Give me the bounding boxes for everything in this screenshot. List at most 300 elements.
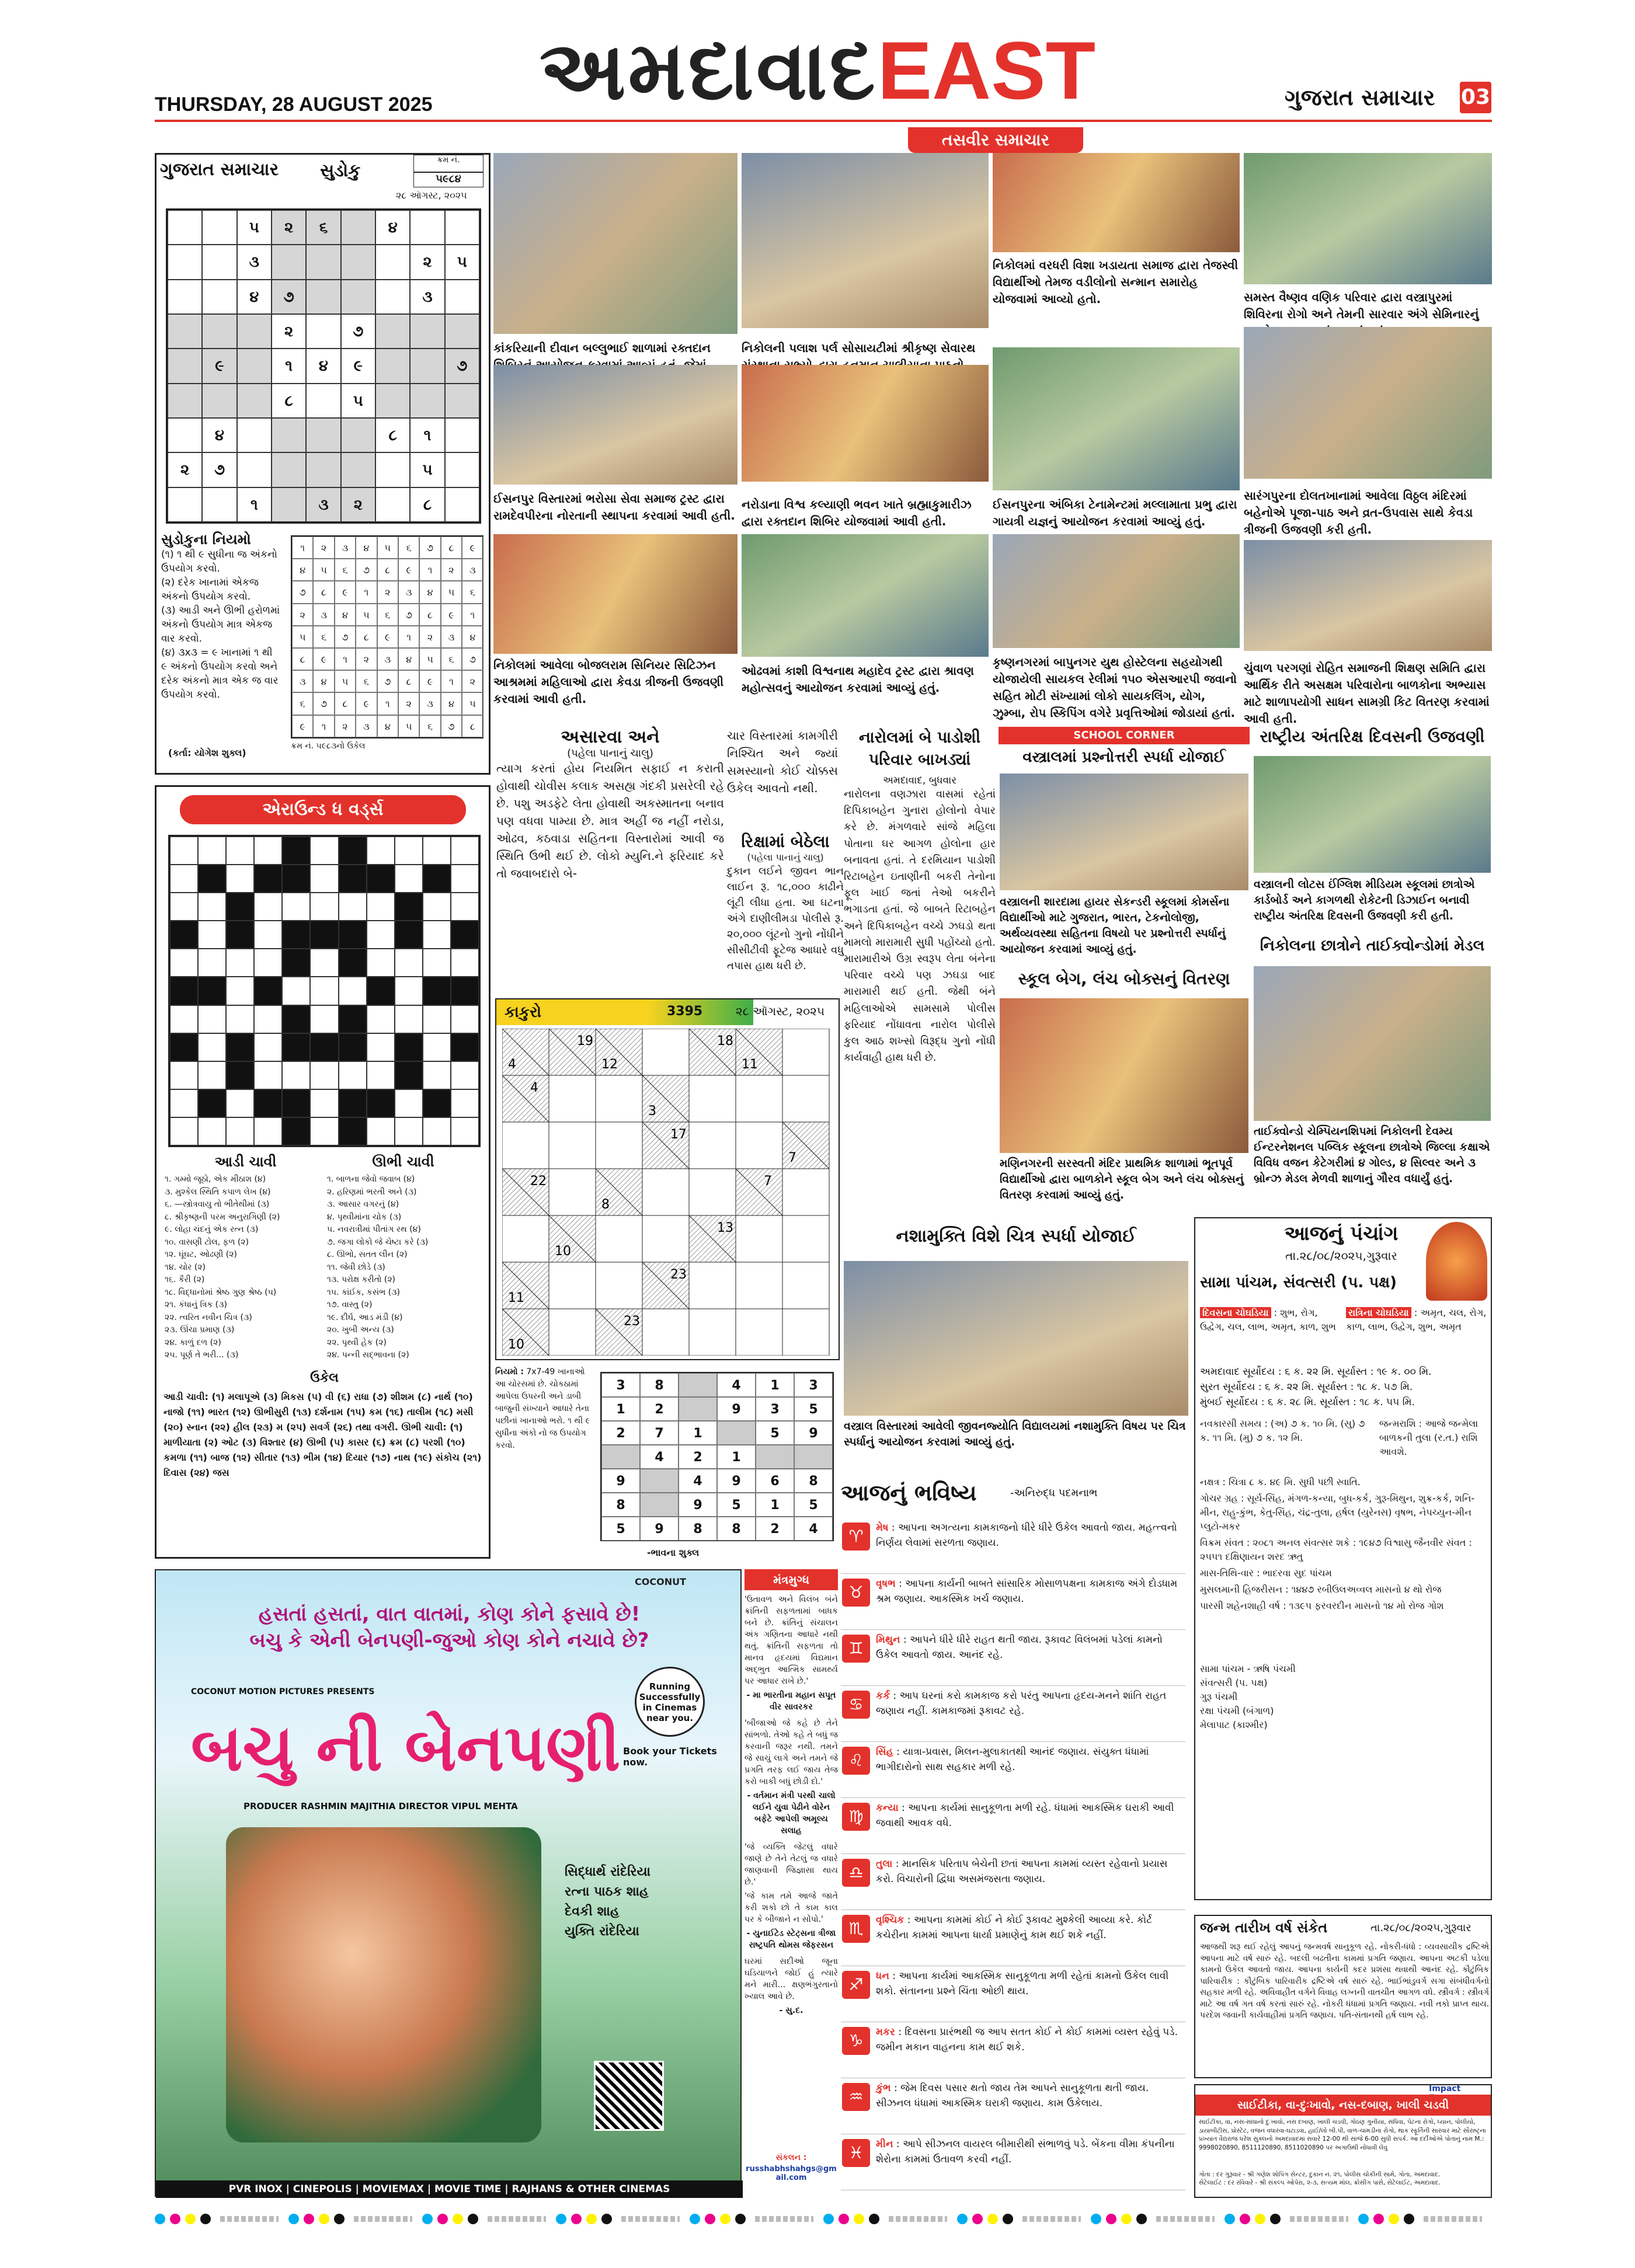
crossword-cell[interactable] — [310, 949, 338, 977]
kakuro-cell[interactable] — [782, 1215, 829, 1262]
crossword-cell — [282, 921, 310, 949]
sudoku-cell[interactable]: ૭ — [445, 349, 479, 383]
page-number: 03 — [1460, 82, 1491, 113]
sudoku-cell[interactable] — [306, 245, 340, 279]
navkarsi: નવકારસી સમય : (અ) ૭ ક. ૧૦ મિ. (સુ) ૭ ક. ૧૧ મિ. (મુ) ૭ ક. ૧૨ મિ. — [1200, 1418, 1365, 1443]
sudoku-cell[interactable] — [168, 210, 202, 245]
rashi-text: વૃષભ : આપના કાર્યની બાબતે સાંસારિક મોસાળપક્ષના કામકાજ અંગે દોડધામ શ્રમ જણાય. આકસ્મિક ખર્ચ જણાય. — [876, 1578, 1178, 1605]
sudoku-cell[interactable] — [445, 452, 479, 487]
sudoku-cell[interactable] — [410, 349, 444, 383]
sudoku-answer-cell: ૩ — [398, 581, 419, 603]
sudoku-cell[interactable]: ૩ — [306, 487, 340, 522]
crossword-cell[interactable] — [451, 949, 479, 977]
crossword-cell[interactable] — [310, 893, 338, 921]
crossword-down-clue: ૪. પૃથ્વીમાંના ચોક (૩) — [327, 1212, 402, 1222]
night-choghadiya: રાત્રિના ચોઘડિયા : અમૃત, ચલ, રોગ, કાળ, લાભ, ઉદ્વેગ, શુભ, અમૃત — [1346, 1307, 1487, 1332]
sudoku-answer-cell: ૧ — [377, 692, 398, 715]
rashi-row — [841, 2022, 1185, 2078]
registration-dot — [1224, 2214, 1235, 2224]
sudoku-answer-cell: ૮ — [462, 715, 483, 737]
sudoku-cell[interactable] — [375, 452, 410, 487]
sudoku-cell[interactable]: ૮ — [410, 487, 444, 522]
sudoku-cell[interactable]: ૭ — [341, 314, 375, 349]
sudoku-cell[interactable] — [237, 452, 272, 487]
registration-dot — [1373, 2214, 1384, 2224]
crossword-cell[interactable] — [170, 1005, 198, 1033]
news-photo — [742, 365, 989, 482]
news-photo — [993, 153, 1240, 252]
sudoku-cell[interactable] — [168, 280, 202, 314]
crossword-cell[interactable] — [310, 865, 338, 893]
sudoku-cell[interactable] — [168, 418, 202, 452]
crossword-cell[interactable] — [367, 837, 395, 865]
sudoku-cell[interactable]: ૭ — [272, 280, 306, 314]
crossword-cell[interactable] — [451, 1117, 479, 1145]
crossword-cell[interactable] — [423, 1061, 451, 1089]
sudoku-cell[interactable] — [410, 314, 444, 349]
sudoku-cell[interactable] — [445, 314, 479, 349]
kakuro-cell[interactable] — [736, 1122, 782, 1169]
crossword-cell[interactable] — [282, 977, 310, 1005]
sudoku-cell[interactable]: ૨ — [341, 487, 375, 522]
sun-times — [1200, 1364, 1489, 1410]
rashi-prediction: આપના કામમાં કોઈ ને કોઈ રૂકાવટ મુશ્કેલી આવ્યા કરે. કોર્ટ કચેરીના કામમાં આપના ધાર્યા પ્રમાણેનું કામ થઈ શકે નહીં. — [876, 1914, 1153, 1941]
crossword-cell[interactable] — [395, 949, 423, 977]
sudoku-cell[interactable] — [306, 314, 340, 349]
kakuro-clue: 10 — [508, 1337, 524, 1352]
crossword-cell[interactable] — [423, 837, 451, 865]
kakuro-cell[interactable] — [549, 1309, 596, 1356]
sudoku-cell[interactable] — [202, 384, 236, 418]
sudoku-cell[interactable]: ૮ — [272, 384, 306, 418]
sudoku-cell[interactable]: ૭ — [202, 452, 236, 487]
crossword-cell[interactable] — [198, 1005, 226, 1033]
rikshaw-text: દુકાન લઈને જીવન ભાન લાઈન રૂ. ૧૮,૦૦૦ કાઢીને લૂંટી લીધા હતા. આ ઘટના અંગે દાણીલીમડા પોલીસે રૂ. ૨૦,૦૦૦ લૂંટનો ગુનો નોંધીને સીસીટીવી ફૂટેજ આધારે વધુ તપાસ હાથ ધરી છે. — [727, 865, 844, 972]
kakuro-cell[interactable] — [642, 1215, 689, 1262]
kakuro-cell[interactable] — [642, 1309, 689, 1356]
sudoku-answer-cell: ૯ — [398, 559, 419, 581]
kakuro-cell[interactable] — [596, 1122, 642, 1169]
masthead-title-gujarati: અમદાવાદ — [539, 23, 878, 119]
qr-code[interactable] — [594, 2061, 664, 2131]
sudoku-cell[interactable] — [272, 487, 306, 522]
sudoku-cell[interactable] — [341, 452, 375, 487]
sudoku-cell[interactable]: ૩ — [410, 280, 444, 314]
panchang-event: રક્ષા પંચમી (બંગાળ) — [1200, 1705, 1274, 1716]
nasha-caption: વસ્ત્રાલ વિસ્તારમાં આવેલી જીવનજ્યોતિ વિદ્યાલયમાં નશામુક્તિ વિષય પર ચિત્ર સ્પર્ધાનું આયોજન કરવામાં આવ્યું હતું. — [844, 1420, 1186, 1448]
crossword-cell — [226, 921, 254, 949]
crossword-cell[interactable] — [395, 977, 423, 1005]
crossword-cell[interactable] — [339, 893, 367, 921]
crossword-cell[interactable] — [254, 921, 282, 949]
sudoku-answer-cell: ૨ — [313, 536, 334, 559]
kakuro-answer-cell — [640, 1469, 679, 1493]
photo-section-banner: તસવીર સમાચાર — [908, 127, 1083, 153]
crossword-across-clue: ૬. —સ્ત્રોત્રવાયુ તો ભીતેથીમાં (૩) — [165, 1200, 270, 1209]
crossword-cell[interactable] — [367, 893, 395, 921]
sudoku-cell[interactable] — [272, 418, 306, 452]
kakuro-cell[interactable] — [689, 1262, 736, 1309]
sudoku-cell[interactable]: ૪ — [306, 349, 340, 383]
kakuro-answer-cell: 2 — [640, 1397, 679, 1421]
kakuro-clue: 13 — [717, 1221, 733, 1235]
kakuro-answer-cell — [640, 1493, 679, 1517]
sudoku-cell[interactable]: ૨ — [272, 314, 306, 349]
registration-bar — [755, 2216, 813, 2222]
sudoku-grid[interactable] — [166, 208, 481, 524]
sudoku-cell[interactable] — [306, 384, 340, 418]
sudoku-title: સુડોકુ — [320, 161, 361, 181]
sudoku-cell[interactable]: ૫ — [237, 210, 272, 245]
sudoku-answer-cell: ૭ — [356, 559, 377, 581]
crossword-cell[interactable] — [310, 1089, 338, 1117]
rashi-row — [841, 1518, 1185, 1574]
kakuro-cell[interactable] — [736, 1075, 782, 1122]
birthday-text: આજથી શરૂ થઈ રહેલું આપનું જન્મવર્ષ સાનુકૂળ રહે. નોકરી-ધંધો : વ્યવસાયીક દ્રષ્ટિએ આપના માટે વર્ષ સારું રહે. બદલી બઢતીના કામમાં પ્રગતિ જણાય. આપના અટકી પડેલા કામનો ઉકેલ આવતો જાય. આપના કાર્યની કદર પ્રશંસા થવાથી આનંદ રહે. કૌટુંબિક પારિવારીક : કૌટુંબિક પારિવારીક દ્રષ્ટિએ વર્ષ સારું રહે. ભાઈભાંડુવર્ગ સગા સંબંધીવર્ગનો સહકાર મળી રહે. અવિવાહીત વર્ગને વિવાહ લગ્નની વાતચીત આગળ વધે. સ્ત્રીવર્ગ : સ્ત્રીવર્ગ માટે આ વર્ષ ગત વર્ષ કરતાં સારું રહે. નોકરી ધંધામાં પ્રગતિ જણાય. નવી તકો પ્રાપ્ત થાય. પરદેશ જવાની કાર્યવાહીમાં પ્રગતિ જણાય. પતિ-સંતાનથી હર્ષ લાભ રહે. — [1200, 1942, 1489, 2020]
rashi-prediction: આપના કાર્યમાં સાનુકૂળતા મળી રહે. ધંધામાં આકસ્મિક ઘરાકી આવી જવાથી આવક વધે. — [876, 1802, 1174, 1829]
crossword-cell[interactable] — [423, 1117, 451, 1145]
registration-bar — [621, 2216, 680, 2222]
crossword-cell[interactable] — [226, 949, 254, 977]
registration-dot — [1121, 2214, 1132, 2224]
kakuro-cell[interactable] — [689, 1169, 736, 1215]
crossword-cell — [423, 1089, 451, 1117]
sudoku-cell[interactable] — [445, 384, 479, 418]
kakuro-answer-cell: 8 — [601, 1493, 640, 1517]
crossword-across-clue: ૨૨. ત્વરિત નવીન ચિત્ર (૩) — [165, 1312, 252, 1322]
sudoku-cell[interactable] — [168, 349, 202, 383]
registration-dot — [453, 2214, 463, 2224]
sudoku-cell[interactable] — [237, 384, 272, 418]
registration-dot — [1255, 2214, 1265, 2224]
impact-feature: Impact — [1429, 2084, 1461, 2093]
kakuro-cell[interactable] — [689, 1122, 736, 1169]
crossword-cell — [282, 865, 310, 893]
sudoku-cell[interactable] — [445, 280, 479, 314]
crossword-cell[interactable] — [395, 1117, 423, 1145]
crossword-across-clue: ૨૧. કંધાનું ત્રિક (૩) — [165, 1300, 227, 1309]
crossword-cell[interactable] — [198, 893, 226, 921]
crossword-cell[interactable] — [310, 837, 338, 865]
sudoku-cell[interactable] — [306, 280, 340, 314]
sudoku-cell[interactable]: ૫ — [341, 384, 375, 418]
kakuro-answer-cell: 9 — [640, 1517, 679, 1541]
kakuro-cell[interactable] — [549, 1262, 596, 1309]
sudoku-cell[interactable] — [375, 314, 410, 349]
crossword-cell[interactable] — [254, 1061, 282, 1089]
crossword-cell — [339, 1117, 367, 1145]
crossword-cell[interactable] — [339, 977, 367, 1005]
sudoku-cell[interactable] — [341, 210, 375, 245]
kakuro-answer-cell: 5 — [794, 1397, 833, 1421]
crossword-cell[interactable] — [170, 837, 198, 865]
sudoku-cell[interactable] — [237, 314, 272, 349]
sudoku-cell[interactable] — [410, 210, 444, 245]
sudoku-cell[interactable]: ૧ — [237, 487, 272, 522]
crossword-cell[interactable] — [170, 865, 198, 893]
panchang-event: ગુરૂ પંચમી — [1200, 1691, 1238, 1702]
registration-dot — [437, 2214, 448, 2224]
crossword-cell[interactable] — [423, 893, 451, 921]
crossword-cell[interactable] — [367, 1033, 395, 1061]
sudoku-cell[interactable] — [168, 314, 202, 349]
crossword-cell[interactable] — [170, 1117, 198, 1145]
sudoku-cell[interactable]: ૪ — [237, 280, 272, 314]
crossword-cell[interactable] — [310, 1117, 338, 1145]
rashi-row — [841, 2134, 1185, 2190]
sudoku-cell[interactable] — [272, 245, 306, 279]
kakuro-cell[interactable] — [642, 1029, 689, 1075]
sudoku-cell[interactable] — [375, 384, 410, 418]
sudoku-cell[interactable] — [306, 452, 340, 487]
crossword-cell[interactable] — [423, 949, 451, 977]
kakuro-author: -ભાવના શુક્લ — [647, 1547, 700, 1558]
crossword-cell[interactable] — [254, 893, 282, 921]
crossword-cell[interactable] — [254, 1117, 282, 1145]
crossword-cell[interactable] — [170, 893, 198, 921]
crossword-cell[interactable] — [254, 837, 282, 865]
crossword-cell[interactable] — [367, 1117, 395, 1145]
sudoku-cell[interactable] — [168, 384, 202, 418]
panchang-events — [1200, 1662, 1489, 1732]
crossword-cell[interactable] — [310, 977, 338, 1005]
sudoku-cell[interactable] — [202, 210, 236, 245]
crossword-cell[interactable] — [423, 1005, 451, 1033]
sudoku-cell[interactable] — [445, 487, 479, 522]
sudoku-cell[interactable]: ૨ — [272, 210, 306, 245]
kakuro-cell[interactable] — [502, 1215, 549, 1262]
crossword-cell — [423, 977, 451, 1005]
sudoku-answer-cell: ૫ — [441, 581, 462, 603]
sudoku-cell[interactable]: ૧ — [272, 349, 306, 383]
kakuro-answer-cell: 8 — [717, 1517, 756, 1541]
crossword-cell[interactable] — [451, 1089, 479, 1117]
crossword-cell[interactable] — [310, 1061, 338, 1089]
news-caption: સારંગપુરના દોલતખાનામાં આવેલા વિઠ્ઠલ મંદિરમાં બહેનોએ પૂજા-પાઠ અને વ્રત-ઉપવાસ સાથે કેવડા ત્રીજની ઉજવણી કરી હતી. — [1244, 489, 1473, 536]
kakuro-cell[interactable] — [782, 1169, 829, 1215]
sudoku-cell[interactable]: ૮ — [375, 418, 410, 452]
crossword-cell[interactable] — [451, 893, 479, 921]
sudoku-answer-cell: ૯ — [377, 626, 398, 648]
kakuro-answer-cell: 5 — [756, 1421, 794, 1445]
crossword-cell[interactable] — [226, 977, 254, 1005]
kakuro-grid[interactable] — [502, 1029, 835, 1356]
panchang-date: તા.૨૮/૦૮/૨૦૨૫,ગુરૂવાર — [1285, 1249, 1397, 1263]
crossword-cell[interactable] — [395, 837, 423, 865]
crossword-cell[interactable] — [451, 865, 479, 893]
rashi-prediction: દિવસના પ્રારંભથી જ આપ સતત કોઈ ને કોઈ કામમાં વ્યસ્ત રહેવું પડે. જમીન મકાન વાહનના કામ થઈ શકે. — [876, 2026, 1178, 2053]
crossword-cell[interactable] — [451, 1061, 479, 1089]
sudoku-answer-cell: ૩ — [462, 559, 483, 581]
crossword-cell — [198, 1089, 226, 1117]
sudoku-cell[interactable] — [202, 245, 236, 279]
kakuro-cell[interactable] — [782, 1309, 829, 1356]
crossword-cell[interactable] — [367, 1005, 395, 1033]
rashi-row — [841, 2078, 1185, 2134]
crossword-down-clue: ૧૭. વાસ્તુ (૨) — [327, 1300, 373, 1309]
crossword-cell — [170, 921, 198, 949]
sudoku-author: (કર્તા: યોગેશ શુક્લ) — [168, 747, 246, 758]
crossword-cell[interactable] — [170, 1089, 198, 1117]
sudoku-cell[interactable] — [375, 487, 410, 522]
sudoku-cell[interactable]: ૨ — [410, 245, 444, 279]
crossword-cell[interactable] — [339, 1061, 367, 1089]
sudoku-answer-cell: ૨ — [419, 626, 440, 648]
kakuro-cell[interactable] — [689, 1309, 736, 1356]
crossword-cell[interactable] — [282, 1061, 310, 1089]
kakuro-answer-cell: 6 — [756, 1469, 794, 1493]
crossword-cell[interactable] — [198, 1117, 226, 1145]
sudoku-cell[interactable]: ૯ — [202, 349, 236, 383]
sudoku-answer-cell: ૨ — [462, 670, 483, 692]
crossword-cell[interactable] — [395, 1005, 423, 1033]
crossword-cell[interactable] — [282, 893, 310, 921]
sudoku-cell[interactable]: ૩ — [237, 245, 272, 279]
crossword-cell[interactable] — [226, 1005, 254, 1033]
crossword-cell[interactable] — [451, 1005, 479, 1033]
sudoku-cell[interactable] — [341, 245, 375, 279]
kakuro-cell[interactable] — [689, 1075, 736, 1122]
kakuro-cell[interactable] — [596, 1215, 642, 1262]
sudoku-cell[interactable] — [375, 245, 410, 279]
print-registration-marks — [155, 2213, 1492, 2227]
rashi-row — [841, 1686, 1185, 1742]
kakuro-answer-cell: 5 — [794, 1493, 833, 1517]
sudoku-answer-cell: ૬ — [292, 692, 313, 715]
kakuro-cell[interactable] — [642, 1169, 689, 1215]
sudoku-cell[interactable]: ૪ — [375, 210, 410, 245]
school-corner-tag: SCHOOL CORNER — [999, 727, 1250, 744]
crossword-down-clue: ૧૫. કાંઈક, કસંભ (૩) — [327, 1287, 400, 1297]
sudoku-cell[interactable]: ૨ — [168, 452, 202, 487]
crossword-cell[interactable] — [226, 865, 254, 893]
crossword-cell[interactable] — [198, 1061, 226, 1089]
rashi-text: મીન : આપે સીઝનલ વાયરલ બીમારીથી સંભાળવું પડે. બેંકના વીમા કંપનીના શેરોના કામમાં ઉતાવળ કરવી નહીં. — [876, 2138, 1175, 2165]
sudoku-cell[interactable] — [410, 384, 444, 418]
sudoku-answer-cell: ૬ — [462, 581, 483, 603]
crossword-cell[interactable] — [198, 1033, 226, 1061]
kakuro-cell[interactable] — [549, 1169, 596, 1215]
sudoku-cell[interactable] — [202, 314, 236, 349]
crossword-cell[interactable] — [395, 865, 423, 893]
crossword-cell[interactable] — [198, 921, 226, 949]
kakuro-cell[interactable] — [596, 1262, 642, 1309]
crossword-cell[interactable] — [423, 1033, 451, 1061]
kakuro-cell[interactable] — [596, 1075, 642, 1122]
sudoku-cell[interactable] — [168, 245, 202, 279]
sudoku-cell[interactable]: ૫ — [410, 452, 444, 487]
sudoku-rules — [161, 531, 281, 765]
mantra-contact[interactable]: russhabhshahgs@gmail.com — [746, 2165, 837, 2182]
kakuro-answer-cell: 9 — [601, 1469, 640, 1493]
crossword-cell[interactable] — [310, 1005, 338, 1033]
sudoku-cell[interactable] — [375, 349, 410, 383]
kakuro-cell[interactable] — [782, 1262, 829, 1309]
crossword-cell[interactable] — [423, 921, 451, 949]
crossword-cell[interactable] — [254, 949, 282, 977]
zodiac-icon: ♌ — [842, 1747, 870, 1775]
news-caption: નરોડાના વિશ્વ કલ્યાણી ભવન ખાતે બ્રહ્માકુમારીઝ દ્વારા રક્તદાન શિબિર યોજવામાં આવી હતી. — [742, 497, 972, 528]
sudoku-answer-cell: ૫ — [419, 648, 440, 670]
crossword-cell[interactable] — [367, 1061, 395, 1089]
rashi-row — [841, 1630, 1185, 1686]
sudoku-cell[interactable] — [445, 210, 479, 245]
sudoku-answer-cell: ૯ — [462, 536, 483, 559]
crossword-cell — [226, 1033, 254, 1061]
crossword-cell[interactable] — [226, 837, 254, 865]
sudoku-answer-cell: ૫ — [377, 536, 398, 559]
sudoku-cell[interactable] — [306, 418, 340, 452]
zodiac-icon: ♊ — [842, 1635, 870, 1663]
mantra-quote: 'બીજાઓ જે કહે છે તેને સાંભળો. તેઓ કહે તે બધું જ કરવાની જરૂર નથી. તમને જે સાચું લાગે અને તમને જે પ્રગતિ તરફ લઈ જાય તેજ કરો બાકી બધું છોડી દો.' — [745, 1719, 838, 1786]
crossword-cell[interactable] — [198, 949, 226, 977]
kakuro-answer-cell — [679, 1397, 717, 1421]
birthday-date: તા.૨૮/૦૮/૨૦૨૫,ગુરૂવાર — [1370, 1922, 1472, 1934]
crossword-grid[interactable] — [168, 835, 481, 1147]
kakuro-cell[interactable] — [782, 1029, 829, 1075]
sudoku-answer-cell: ૯ — [441, 604, 462, 626]
sudoku-cell[interactable] — [341, 418, 375, 452]
movie-advertisement[interactable] — [155, 1569, 742, 2197]
sudoku-answer-cell: ૧ — [335, 648, 356, 670]
crossword-across-clue: ૮. શ્રીકૃષ્ણની પરમ અનુરાગિણી (૨) — [165, 1212, 280, 1222]
kakuro-cell[interactable] — [549, 1122, 596, 1169]
sudoku-answer-cell: ૮ — [356, 626, 377, 648]
crossword-cell[interactable] — [170, 949, 198, 977]
crossword-cell[interactable] — [226, 1117, 254, 1145]
sudoku-cell[interactable] — [341, 280, 375, 314]
crossword-cell[interactable] — [254, 1005, 282, 1033]
crossword-cell[interactable] — [367, 949, 395, 977]
sudoku-cell[interactable]: ૬ — [306, 210, 340, 245]
crossword-cell[interactable] — [226, 1089, 254, 1117]
crossword-cell[interactable] — [198, 837, 226, 865]
sudoku-cell[interactable] — [272, 452, 306, 487]
sudoku-cell[interactable]: ૯ — [341, 349, 375, 383]
sudoku-cell[interactable]: ૪ — [202, 418, 236, 452]
night-choghadiya-values: અમૃત, ચલ, રોગ, કાળ, લાભ, ઉદ્વેગ, શુભ, અમૃત — [1346, 1307, 1487, 1332]
crossword-cell — [226, 893, 254, 921]
crossword-cell[interactable] — [254, 1033, 282, 1061]
kakuro-cell[interactable] — [736, 1309, 782, 1356]
kakuro-cell[interactable] — [782, 1075, 829, 1122]
kakuro-cell[interactable] — [549, 1075, 596, 1122]
sudoku-cell[interactable] — [168, 487, 202, 522]
sudoku-cell[interactable]: ૧ — [410, 418, 444, 452]
sudoku-cell[interactable] — [375, 280, 410, 314]
registration-dot — [720, 2214, 730, 2224]
sudoku-cell[interactable] — [202, 280, 236, 314]
kakuro-cell[interactable] — [736, 1215, 782, 1262]
rashi-text: ધન : આપના કાર્યમાં આકસ્મિક સાનુકૂળતા મળી રહેતાં કામનો ઉકેલ લાવી શકો. સંતાનના પ્રશ્ને ચિંતા ઓછી થાય. — [876, 1970, 1169, 1997]
crossword-cell[interactable] — [367, 921, 395, 949]
crossword-cell[interactable] — [170, 1061, 198, 1089]
crossword-cell[interactable] — [451, 837, 479, 865]
clinic-addresses — [1199, 2171, 1488, 2187]
kakuro-cell[interactable] — [736, 1262, 782, 1309]
sudoku-cell[interactable] — [237, 349, 272, 383]
sudoku-cell[interactable] — [237, 418, 272, 452]
sudoku-paper-logo: ગુજરાત સમાચાર — [160, 159, 279, 180]
sudoku-cell[interactable]: ૫ — [445, 245, 479, 279]
crossword-cell[interactable] — [395, 1089, 423, 1117]
sudoku-answer-cell: ૮ — [292, 648, 313, 670]
kakuro-cell[interactable] — [502, 1122, 549, 1169]
crossword-cell — [282, 1089, 310, 1117]
clinic-ad[interactable] — [1194, 2084, 1492, 2198]
sudoku-cell[interactable] — [445, 418, 479, 452]
sudoku-cell[interactable] — [202, 487, 236, 522]
